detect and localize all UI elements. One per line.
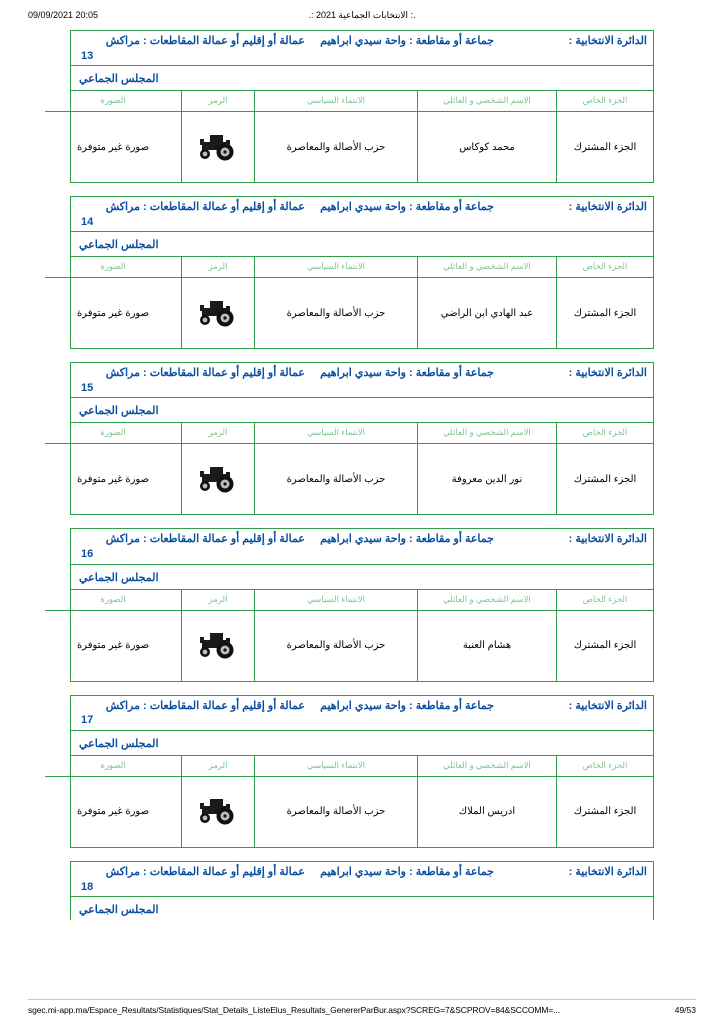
- column-header-symbol: الرمز: [182, 257, 255, 278]
- commune-label: جماعة أو مقاطعة : واحة سيدي ابراهيم: [320, 367, 494, 380]
- candidates-table: [45, 756, 653, 847]
- column-header-picture: الصورة: [45, 590, 182, 611]
- circonscription-label: الدائرة الانتخابية :: [568, 201, 647, 214]
- header-title: .: الانتخابات الجماعية 2021 :.: [308, 10, 416, 20]
- cell-name: نور الدين معروفة: [418, 444, 557, 515]
- council-label: المجلس الجماعي: [79, 903, 159, 916]
- column-header-part: الجزء الخاص: [557, 423, 654, 444]
- circonscription-label: الدائرة الانتخابية :: [568, 865, 647, 878]
- record-number: 15: [81, 382, 94, 395]
- commune-label: جماعة أو مقاطعة : واحة سيدي ابراهيم: [320, 201, 494, 214]
- cell-name: عبد الهادي ابن الراضي: [418, 278, 557, 349]
- cell-name: ادريس الملاك: [418, 776, 557, 847]
- column-header-part: الجزء الخاص: [557, 756, 654, 777]
- table-header-row: [45, 756, 653, 777]
- column-header-name: الاسم الشخصي و العائلي: [418, 423, 557, 444]
- cell-picture: صورة غير متوفرة: [76, 307, 150, 319]
- cell-part: الجزء المشترك: [557, 444, 654, 515]
- column-header-part: الجزء الخاص: [557, 257, 654, 278]
- cell-picture: صورة غير متوفرة: [76, 473, 150, 485]
- tractor-icon: [196, 130, 240, 162]
- table-row: [45, 444, 653, 515]
- cell-name: هشام العنبة: [418, 610, 557, 681]
- prefecture-label: عمالة أو إقليم أو عمالة المقاطعات : مراكش: [105, 533, 305, 546]
- cell-picture: صورة غير متوفرة: [76, 806, 150, 818]
- council-row: [71, 398, 653, 423]
- cell-part: الجزء المشترك: [557, 610, 654, 681]
- column-header-name: الاسم الشخصي و العائلي: [418, 257, 557, 278]
- council-row: [71, 731, 653, 756]
- column-header-name: الاسم الشخصي و العائلي: [418, 756, 557, 777]
- record-block: [70, 861, 654, 920]
- record-number: 18: [81, 880, 94, 893]
- council-row: [71, 565, 653, 590]
- column-header-name: الاسم الشخصي و العائلي: [418, 91, 557, 112]
- tractor-icon: [196, 296, 240, 328]
- record-title-row: [71, 363, 653, 398]
- cell-picture: صورة غير متوفرة: [76, 141, 150, 153]
- council-label: المجلس الجماعي: [79, 737, 159, 750]
- record-number: 17: [81, 714, 94, 727]
- cell-political: حزب الأصالة والمعاصرة: [255, 610, 418, 681]
- table-row: [45, 610, 653, 681]
- table-header-row: [45, 423, 653, 444]
- cell-political: حزب الأصالة والمعاصرة: [255, 444, 418, 515]
- candidates-table: [45, 91, 653, 182]
- commune-label: جماعة أو مقاطعة : واحة سيدي ابراهيم: [320, 699, 494, 712]
- footer-divider: [28, 999, 696, 1000]
- prefecture-label: عمالة أو إقليم أو عمالة المقاطعات : مراكش: [105, 35, 305, 47]
- table-row: [45, 112, 653, 183]
- cell-political: حزب الأصالة والمعاصرة: [255, 278, 418, 349]
- footer-page-number: 49/53: [674, 1005, 696, 1015]
- candidates-table: [45, 590, 653, 681]
- council-label: المجلس الجماعي: [79, 405, 159, 418]
- column-header-name: الاسم الشخصي و العائلي: [418, 590, 557, 611]
- column-header-political: الانتماء السياسي: [255, 423, 418, 444]
- prefecture-label: عمالة أو إقليم أو عمالة المقاطعات : مراكش: [105, 367, 305, 380]
- column-header-political: الانتماء السياسي: [255, 91, 418, 112]
- council-label: المجلس الجماعي: [79, 73, 159, 86]
- record-number: 14: [81, 216, 94, 229]
- cell-part: الجزء المشترك: [557, 776, 654, 847]
- record-title-row: [71, 197, 653, 232]
- column-header-political: الانتماء السياسي: [255, 590, 418, 611]
- record-title-row: [71, 529, 653, 564]
- column-header-part: الجزء الخاص: [557, 91, 654, 112]
- record-number: 16: [81, 548, 94, 561]
- table-row: [45, 776, 653, 847]
- cell-name: محمد كوكاس: [418, 112, 557, 183]
- table-header-row: [45, 590, 653, 611]
- record-title-row: [71, 31, 653, 66]
- prefecture-label: عمالة أو إقليم أو عمالة المقاطعات : مراكش: [105, 201, 305, 214]
- column-header-political: الانتماء السياسي: [255, 756, 418, 777]
- column-header-part: الجزء الخاص: [557, 590, 654, 611]
- cell-part: الجزء المشترك: [557, 112, 654, 183]
- prefecture-label: عمالة أو إقليم أو عمالة المقاطعات : مراكش: [105, 865, 305, 878]
- cell-political: حزب الأصالة والمعاصرة: [255, 776, 418, 847]
- column-header-symbol: الرمز: [182, 590, 255, 611]
- footer-url: sgec.mi-app.ma/Espace_Resultats/Statistiques/Stat_Details_ListeElus_Resultats_GenererParBur.aspx?SCREG=7&SCPROV=84&SCCOMM=...: [28, 1005, 560, 1015]
- records-container: [70, 30, 654, 920]
- column-header-symbol: الرمز: [182, 91, 255, 112]
- page-footer: [0, 1005, 724, 1015]
- cell-symbol: [182, 444, 255, 515]
- cell-political: حزب الأصالة والمعاصرة: [255, 112, 418, 183]
- tractor-icon: [196, 628, 240, 660]
- column-header-political: الانتماء السياسي: [255, 257, 418, 278]
- circonscription-label: الدائرة الانتخابية :: [568, 367, 647, 380]
- record-block: [70, 528, 654, 681]
- column-header-picture: الصورة: [45, 756, 182, 777]
- cell-symbol: [182, 776, 255, 847]
- candidates-table: [45, 257, 653, 348]
- column-header-symbol: الرمز: [182, 423, 255, 444]
- record-block: [70, 362, 654, 515]
- record-block: [70, 30, 654, 183]
- table-row: [45, 278, 653, 349]
- page-header: [0, 10, 724, 26]
- circonscription-label: الدائرة الانتخابية :: [568, 35, 647, 47]
- column-header-symbol: الرمز: [182, 756, 255, 777]
- record-title-row: [71, 696, 653, 731]
- column-header-picture: الصورة: [45, 423, 182, 444]
- record-block: [70, 196, 654, 349]
- column-header-picture: الصورة: [45, 257, 182, 278]
- record-title-row: [71, 862, 653, 897]
- commune-label: جماعة أو مقاطعة : واحة سيدي ابراهيم: [320, 865, 494, 878]
- column-header-picture: الصورة: [45, 91, 182, 112]
- circonscription-label: الدائرة الانتخابية :: [568, 699, 647, 712]
- cell-symbol: [182, 112, 255, 183]
- header-date: 09/09/2021 20:05: [28, 10, 99, 20]
- council-row: [71, 66, 653, 91]
- council-label: المجلس الجماعي: [79, 239, 159, 252]
- cell-symbol: [182, 278, 255, 349]
- table-header-row: [45, 257, 653, 278]
- council-row: [71, 232, 653, 257]
- council-label: المجلس الجماعي: [79, 571, 159, 584]
- record-number: 13: [81, 49, 94, 62]
- council-row: [71, 897, 653, 920]
- tractor-icon: [196, 794, 240, 826]
- prefecture-label: عمالة أو إقليم أو عمالة المقاطعات : مراكش: [105, 699, 305, 712]
- commune-label: جماعة أو مقاطعة : واحة سيدي ابراهيم: [320, 35, 494, 47]
- cell-picture: صورة غير متوفرة: [76, 640, 150, 651]
- tractor-icon: [196, 462, 240, 494]
- circonscription-label: الدائرة الانتخابية :: [568, 533, 647, 546]
- commune-label: جماعة أو مقاطعة : واحة سيدي ابراهيم: [320, 533, 494, 546]
- table-header-row: [45, 91, 653, 112]
- cell-symbol: [182, 610, 255, 681]
- record-block: [70, 695, 654, 848]
- candidates-table: [45, 423, 653, 514]
- cell-part: الجزء المشترك: [557, 278, 654, 349]
